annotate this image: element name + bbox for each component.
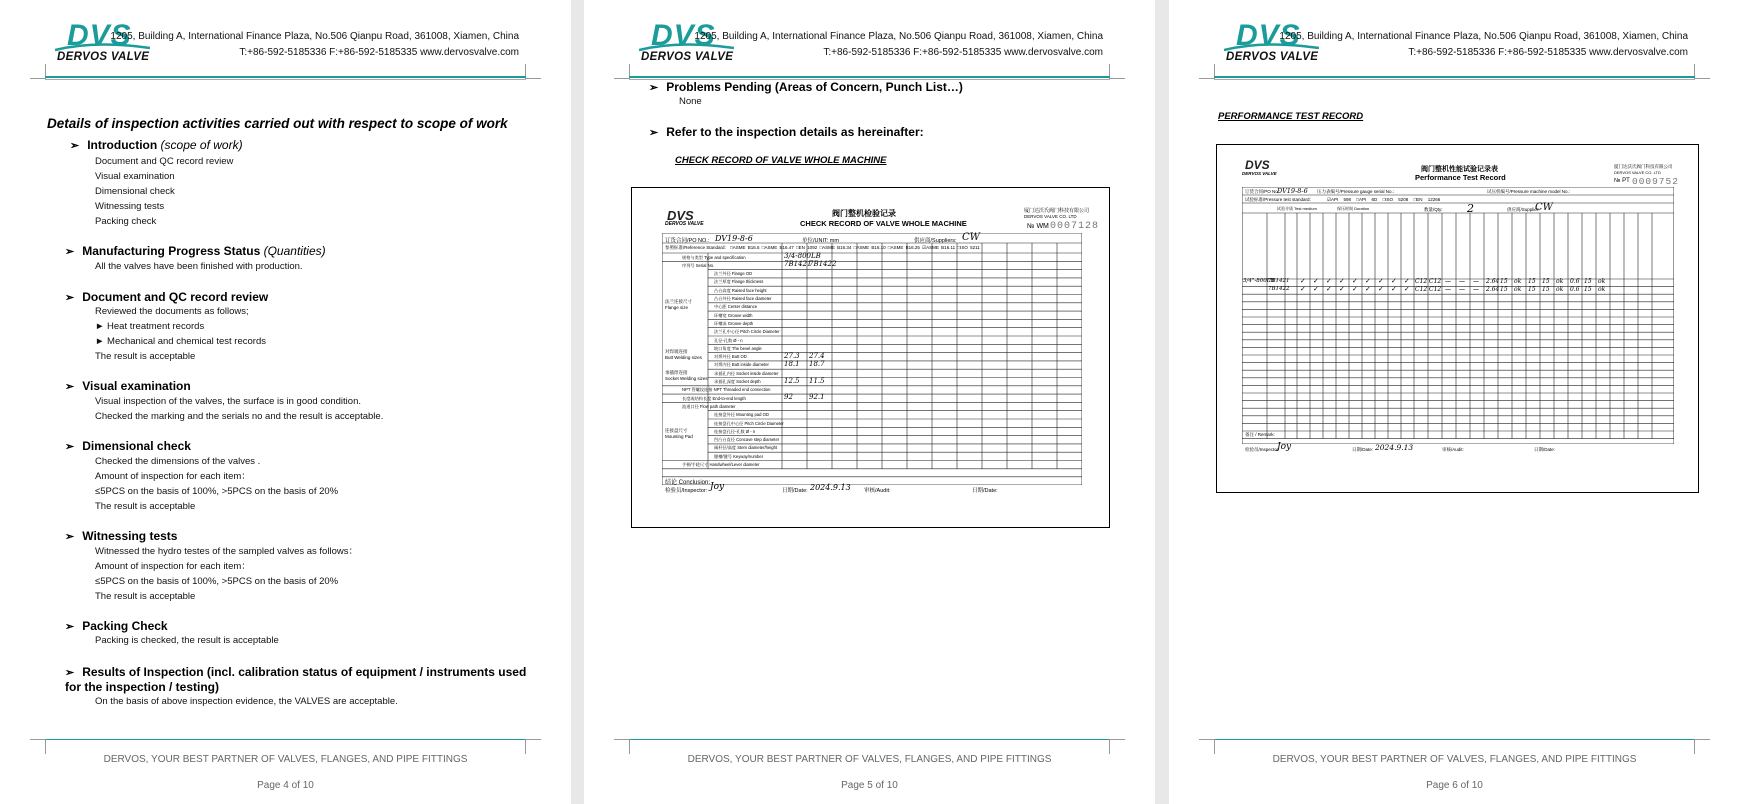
scan-title-en: CHECK RECORD OF VALVE WHOLE MACHINE (800, 219, 967, 228)
heading-dimensional-check (65, 439, 191, 453)
scan-std-label: 参照标准/Reference Standard: (665, 245, 726, 250)
corner-mark (30, 64, 46, 79)
handwritten-value: ok (1598, 285, 1606, 293)
row-label: 连接盘外径 Mounting pad OD (714, 412, 769, 418)
row-label: NPT 管螺纹连接 NPT Threaded end connection (682, 387, 771, 393)
row-label: 法兰孔中心径 Pitch Circle Diameter (714, 329, 780, 335)
check-mark-icon: ✓ (1300, 278, 1306, 285)
row-label: 环槽深 Groove depth (714, 320, 754, 326)
handwritten-value: ok (1514, 278, 1522, 285)
handwritten-value: C12 (1415, 285, 1428, 293)
handwritten-value: 11.5 (809, 376, 825, 385)
check-mark-icon: ✓ (1365, 285, 1371, 293)
scan-audit-label: 审核/Audit: (864, 488, 891, 494)
heading-text: Dimensional check (82, 439, 191, 453)
dimensional-lines (95, 454, 338, 514)
check-mark-icon: ✓ (1378, 285, 1384, 293)
scan-logo-sub: DERVOS VALVE (665, 221, 704, 227)
scan-supplier-label: 供应商/Supplier: (1507, 207, 1540, 212)
list-item: Visual examination (95, 171, 175, 182)
scan-title-en: Performance Test Record (1415, 173, 1506, 182)
handwritten-value: — (1473, 285, 1479, 293)
witness-lines (95, 544, 358, 604)
header-rule-thin (45, 79, 526, 80)
paragraph: Packing is checked, the result is acceptable (95, 635, 279, 646)
handwritten-value: C12 (1429, 285, 1442, 293)
check-mark-icon: ✓ (1300, 285, 1306, 293)
handwritten-value: 15 (1500, 278, 1508, 285)
bullet-arrow-icon: ➢ (65, 667, 75, 679)
handwritten-value: 15 (1542, 278, 1550, 285)
corner-mark (1109, 64, 1125, 79)
check-mark-icon: ✓ (1313, 285, 1319, 293)
heading-results-of-inspection (65, 665, 526, 679)
footer-rule (45, 739, 526, 740)
group-label-cn: 承插焊连接 (665, 369, 688, 375)
handwritten-value: — (1473, 278, 1479, 285)
list-item: Witnessing tests (95, 201, 165, 212)
check-mark-icon: ✓ (1339, 285, 1345, 293)
corner-mark (1109, 739, 1125, 754)
row-label: 承插孔深度 Socket depth (714, 379, 761, 384)
page-footer (0, 735, 571, 804)
row-label: 规格与类型 Type and specification (682, 254, 746, 260)
scan-company-en: DERVOS VALVE CO. LTD (1614, 170, 1661, 175)
row-label: 环槽宽 Groove width (714, 312, 753, 318)
handwritten-value: — (1445, 285, 1451, 293)
row-label: 对焊内径 Butt inside diameter (714, 362, 769, 368)
row-label: 中心距 Center distance (714, 304, 758, 310)
handwritten-value: 3/4-800LB (784, 252, 821, 260)
scan-date-label: 日期/Date: (1352, 447, 1374, 452)
scan-no-label: № WM (1027, 223, 1049, 230)
heading-text: Refer to the inspection details as hereinafter: (666, 125, 924, 139)
row-label: 流道口径 Flow path diameter (682, 403, 736, 409)
scan-inspector-label: 检验员/Inspector: (665, 488, 708, 494)
handwritten-value: 7B1422 (809, 260, 837, 269)
corner-mark (614, 739, 630, 754)
logo-mark: DVS (651, 19, 716, 52)
group-label-en: Flange size (665, 304, 689, 310)
handwritten-value: 0.6 (1570, 278, 1580, 285)
heading-introduction (70, 138, 243, 152)
check-mark-icon: ✓ (1378, 278, 1384, 285)
text-line: ≤5PCS on the basis of 100%, >5PCS on the basis of 20% (95, 486, 339, 497)
check-mark-icon: ✓ (1352, 278, 1358, 285)
handwritten-value: 0.6 (1570, 285, 1580, 293)
group-label-en: Butt Welding sizes (665, 354, 702, 360)
heading-refer (649, 125, 924, 139)
bullet-arrow-icon: ➢ (70, 140, 80, 152)
heading-text: Witnessing tests (82, 529, 178, 543)
heading-text: Packing Check (82, 619, 168, 633)
handwritten-value: 3/4"-800LB (1243, 278, 1275, 284)
bullet-arrow-icon: ➢ (65, 441, 75, 453)
heading-text: Introduction (87, 138, 158, 152)
heading-problems-pending (649, 80, 963, 94)
address-line: 1205, Building A, International Finance Plaza, No.506 Qianpu Road, 361008, Xiamen, China (1279, 31, 1688, 42)
group-label-cn: 对焊端连接 (665, 348, 688, 354)
page-footer (584, 735, 1155, 804)
corner-mark (1694, 739, 1710, 754)
scanned-record-check-valve (631, 187, 1110, 528)
scan-gauge-label: 压力表编号/Pressure gauge serial No.: (1317, 189, 1395, 194)
corner-mark (1694, 64, 1710, 79)
list-item: Dimensional check (95, 186, 175, 197)
company-address (110, 29, 519, 61)
page-number: Page 5 of 10 (841, 780, 898, 791)
document-page-4 (0, 0, 571, 804)
handwritten-value: — (1459, 285, 1465, 293)
header-rule (45, 76, 526, 78)
header-rule (629, 76, 1110, 78)
scan-no-value: 0007128 (1050, 221, 1100, 232)
text-line: ► Heat treatment records (95, 321, 205, 332)
footer-rule (1214, 739, 1695, 740)
row-label: 阀杆径/高度 Stem diameter/height (714, 445, 778, 451)
company-address (1279, 29, 1688, 61)
scan-hold-label: 保压时间 Duration (1337, 206, 1370, 211)
text-line: Visual inspection of the valves, the surface is in good condition. (95, 396, 361, 407)
handwritten-value: 15 (1584, 285, 1592, 293)
handwritten-value: — (1445, 278, 1451, 285)
handwritten-value: 2.64 (1486, 278, 1500, 285)
document-page-6 (1169, 0, 1739, 804)
visual-lines (95, 394, 383, 424)
scan-title-cn: 阀门整机性能试验记录表 (1421, 166, 1498, 173)
bullet-arrow-icon: ➢ (65, 246, 75, 258)
handwritten-value: 7B1422 (1268, 285, 1290, 292)
heading-witnessing-tests (65, 529, 177, 543)
scan-no-value: 0009752 (1632, 176, 1679, 187)
corner-mark (614, 64, 630, 79)
row-label: 长度或结构长度 End-to-end length (682, 395, 746, 401)
scan-supplier-label: 供应商/Suppliers: (914, 238, 957, 244)
logo-text: DERVOS VALVE (1226, 51, 1319, 63)
heading-qualifier: (Quantities) (263, 244, 326, 258)
contact-line: T:+86-592-5185336 F:+86-592-5185335 www.dervosvalve.com (1408, 47, 1688, 58)
header-rule (1214, 76, 1695, 78)
heading-manufacturing-progress (65, 244, 326, 258)
text-line: Checked the dimensions of the valves . (95, 456, 261, 467)
scan-logo: DVS (1245, 158, 1270, 172)
corner-mark (1199, 64, 1215, 79)
scan-inspector-signature: Joy (710, 482, 725, 492)
handwritten-value: 92.1 (809, 393, 825, 402)
scan-po-label: 订货合同/PO No.: (1245, 189, 1281, 194)
handwritten-value: 15 (1584, 278, 1592, 285)
page-number: Page 4 of 10 (257, 780, 314, 791)
handwritten-value: 15 (1528, 278, 1536, 285)
handwritten-value: 15 (1500, 285, 1508, 293)
check-mark-icon: ✓ (1404, 285, 1410, 293)
handwritten-value: 92 (784, 393, 793, 402)
scan-std-label: 试验标准/Pressure test standard: (1245, 197, 1311, 202)
doc-review-lines (95, 304, 266, 364)
address-line: 1205, Building A, International Finance Plaza, No.506 Qianpu Road, 361008, Xiamen, China (110, 31, 519, 42)
bullet-arrow-icon: ➢ (65, 381, 75, 393)
row-label: 凹凸台直径 Concave step diameter (714, 437, 780, 443)
heading-document-review (65, 290, 268, 304)
bullet-arrow-icon: ➢ (65, 292, 75, 304)
group-label-cn: 连接盘尺寸 (665, 427, 688, 433)
scan-table-grid (1242, 187, 1674, 444)
scan-company-en: DERVOS VALVE CO. LTD (1024, 214, 1077, 219)
check-mark-icon: ✓ (1391, 285, 1397, 293)
row-label: 键槽/键号 Keyway/number (714, 453, 764, 459)
list-item: Document and QC record review (95, 156, 234, 167)
scan-date-label: 日期/Date: (782, 488, 808, 494)
scan-supplier-value: CW (1535, 202, 1553, 213)
scanned-record-performance-test (1216, 144, 1699, 493)
scan-company-cn: 厦门达沃氏阀门科技有限公司 (1614, 164, 1673, 169)
scan-standards: ☑API 598 □API 6D □ISO 5208 □EN 12266 (1327, 197, 1441, 202)
scan-machine-label: 试压机编号/Pressure machine model No.: (1487, 189, 1571, 194)
row-label: 连接盘孔径-孔数 Ø - n (714, 428, 756, 434)
handwritten-value: C12 (1415, 278, 1428, 285)
handwritten-value: ok (1514, 285, 1522, 293)
document-page-5 (584, 0, 1155, 804)
scan-unit-label: 单位/UNIT: mm (802, 238, 839, 244)
text-line: Amount of inspection for each item： (95, 471, 251, 482)
scan-qty-label: 数量/Qty: (1424, 207, 1443, 212)
handwritten-value: C12 (1429, 278, 1442, 285)
scan-po-value: DV19-8-6 (1277, 187, 1308, 195)
bullet-arrow-icon: ➢ (65, 531, 75, 543)
scan-remark-label: 备注 / Remark: (1245, 432, 1275, 437)
record-title: CHECK RECORD OF VALVE WHOLE MACHINE (675, 155, 887, 166)
text-line: Witnessed the hydro testes of the sampled valves as follows： (95, 546, 358, 557)
scan-standards: □ASME B16.5 □ASME B16.47 □EN 1092 □ASME B16.34 □ASME B16.10 □ASME B16.25 ☑ASME B16.11 □ISO 5211 (730, 245, 980, 250)
corner-mark (30, 739, 46, 754)
handwritten-value: 15 (1542, 285, 1550, 293)
handwritten-value: 2.64 (1486, 285, 1500, 293)
corner-mark (525, 64, 541, 79)
footer-tagline: DERVOS, YOUR BEST PARTNER OF VALVES, FLANGES, AND PIPE FITTINGS (103, 754, 468, 765)
contact-line: T:+86-592-5185336 F:+86-592-5185335 www.dervosvalve.com (823, 47, 1103, 58)
check-mark-icon: ✓ (1404, 278, 1410, 285)
heading-visual-examination (65, 379, 191, 393)
logo-text: DERVOS VALVE (641, 51, 734, 63)
scan-po-value: DV19-8-6 (715, 234, 753, 243)
handwritten-value: 7B1421 (784, 260, 812, 269)
row-label: 法兰厚度 Flange thickness (714, 279, 764, 285)
heading-text: Manufacturing Progress Status (82, 244, 261, 258)
text-line: The result is acceptable (95, 351, 196, 362)
handwritten-value: — (1459, 278, 1465, 285)
header-rule-thin (1214, 79, 1695, 80)
list-item: Packing check (95, 216, 157, 227)
bullet-arrow-icon: ➢ (649, 127, 659, 139)
logo-text: DERVOS VALVE (57, 51, 150, 63)
text-line: Amount of inspection for each item： (95, 561, 251, 572)
scan-inspector-label: 检验员/Inspector: (1245, 447, 1280, 452)
record-title: PERFORMANCE TEST RECORD (1218, 111, 1364, 122)
heading-text: Problems Pending (Areas of Concern, Punch List…) (666, 80, 963, 94)
page-number: Page 6 of 10 (1426, 780, 1483, 791)
handwritten-value: 18.1 (784, 359, 800, 368)
contact-line: T:+86-592-5185336 F:+86-592-5185335 www.dervosvalve.com (239, 47, 519, 58)
check-mark-icon: ✓ (1326, 278, 1332, 285)
scan-company-cn: 厦门达沃氏阀门科技有限公司 (1024, 208, 1090, 214)
paragraph: All the valves have been finished with production. (95, 261, 303, 272)
intro-list (95, 154, 233, 229)
check-mark-icon: ✓ (1352, 285, 1358, 293)
handwritten-value: ok (1556, 278, 1564, 285)
scan-inspector-signature: Joy (1277, 442, 1292, 452)
address-line: 1205, Building A, International Finance Plaza, No.506 Qianpu Road, 361008, Xiamen, China (694, 31, 1103, 42)
check-mark-icon: ✓ (1339, 278, 1345, 285)
row-label: 凸台高度 Raised face height (714, 287, 767, 293)
scan-date2-label: 日期/Date: (972, 488, 998, 494)
bullet-arrow-icon: ➢ (649, 82, 659, 94)
row-label: 对焊外径 Butt OD (714, 354, 747, 360)
scan-medium-label: 试验介质 Test medium (1277, 206, 1317, 211)
row-label: 坡口角度 The bevel angle (714, 345, 762, 351)
footer-tagline: DERVOS, YOUR BEST PARTNER OF VALVES, FLANGES, AND PIPE FITTINGS (687, 754, 1052, 765)
handwritten-value: 15 (1528, 285, 1536, 293)
heading-qualifier: (scope of work) (160, 138, 243, 152)
text-line: Reviewed the documents as follows; (95, 306, 249, 317)
row-label: 法兰外径 Flange OD (714, 271, 753, 277)
corner-mark (525, 739, 541, 754)
check-mark-icon: ✓ (1326, 285, 1332, 293)
group-label-cn: 法兰连接尺寸 (665, 298, 692, 304)
scan-conclusion-label: 结论 Conclusion: (665, 480, 711, 486)
page-header (1169, 0, 1739, 80)
handwritten-value: 12.5 (784, 376, 800, 385)
heading-text: Results of Inspection (incl. calibration status of equipment / instruments used (82, 665, 527, 679)
logo-mark: DVS (1236, 19, 1301, 52)
row-label: 承插孔内径 Socket inside diameter (714, 370, 779, 376)
heading-text: Document and QC record review (82, 290, 269, 304)
handwritten-value: ok (1598, 278, 1606, 285)
check-mark-icon: ✓ (1391, 278, 1397, 285)
handwritten-value: ok (1556, 285, 1564, 293)
text-line: The result is acceptable (95, 501, 196, 512)
row-label: 连接盘孔中心径 Pitch Circle Diameter (714, 420, 784, 426)
scan-date-value: 2024.9.13 (810, 483, 851, 492)
heading-text-continued: for the inspection / testing) (65, 680, 220, 694)
paragraph: On the basis of above inspection evidence, the VALVES are acceptable. (95, 696, 398, 707)
text-line: Checked the marking and the serials no and the result is acceptable. (95, 411, 384, 422)
footer-tagline: DERVOS, YOUR BEST PARTNER OF VALVES, FLANGES, AND PIPE FITTINGS (1272, 754, 1637, 765)
scan-date-value: 2024.9.13 (1375, 443, 1414, 452)
check-mark-icon: ✓ (1365, 278, 1371, 285)
section-title: Details of inspection activities carried out with respect to scope of work (47, 116, 508, 131)
text-line: ► Mechanical and chemical test records (95, 336, 266, 347)
handwritten-value: 7B1421 (1268, 278, 1290, 284)
company-address (694, 29, 1103, 61)
footer-rule (629, 739, 1110, 740)
handwritten-value: 18.7 (809, 359, 825, 368)
text-line: The result is acceptable (95, 591, 196, 602)
page-header (584, 0, 1155, 80)
page-header (0, 0, 571, 80)
logo-mark: DVS (67, 19, 132, 52)
scan-title-cn: 阀门整机检验记录 (832, 209, 896, 218)
handwritten-value: 27.4 (809, 351, 825, 360)
row-label: 手柄/手轮尺寸 Handwheel/Lever diameter (682, 462, 760, 467)
scan-supplier-value: CW (962, 232, 980, 243)
row-label: 孔径-孔数 Ø - n (714, 337, 743, 343)
corner-mark (1199, 739, 1215, 754)
row-label: 凸台外径 Raised face diameter (714, 296, 772, 301)
scan-qty-value: 2 (1467, 202, 1474, 215)
scan-audit-label: 审核/Audit: (1442, 447, 1464, 452)
row-label: 序列号 Serial No. (682, 262, 715, 268)
group-label-en: Mounting Pad (665, 433, 693, 439)
paragraph: None (679, 96, 702, 107)
handwritten-value: 27.3 (784, 351, 800, 360)
group-label-en: Socket Welding sizes (665, 375, 708, 381)
page-footer (1169, 735, 1739, 804)
check-mark-icon: ✓ (1313, 278, 1319, 285)
heading-text: Visual examination (82, 379, 191, 393)
scan-no-label: № PT (1614, 178, 1630, 184)
scan-po-label: 订货合同/PO NO.: (665, 238, 710, 244)
heading-packing-check (65, 619, 168, 633)
scan-date2-label: 日期/Date: (1534, 447, 1556, 452)
scan-logo-sub: DERVOS VALVE (1242, 171, 1277, 176)
text-line: ≤5PCS on the basis of 100%, >5PCS on the basis of 20% (95, 576, 339, 587)
bullet-arrow-icon: ➢ (65, 621, 75, 633)
scan-logo: DVS (667, 208, 694, 223)
